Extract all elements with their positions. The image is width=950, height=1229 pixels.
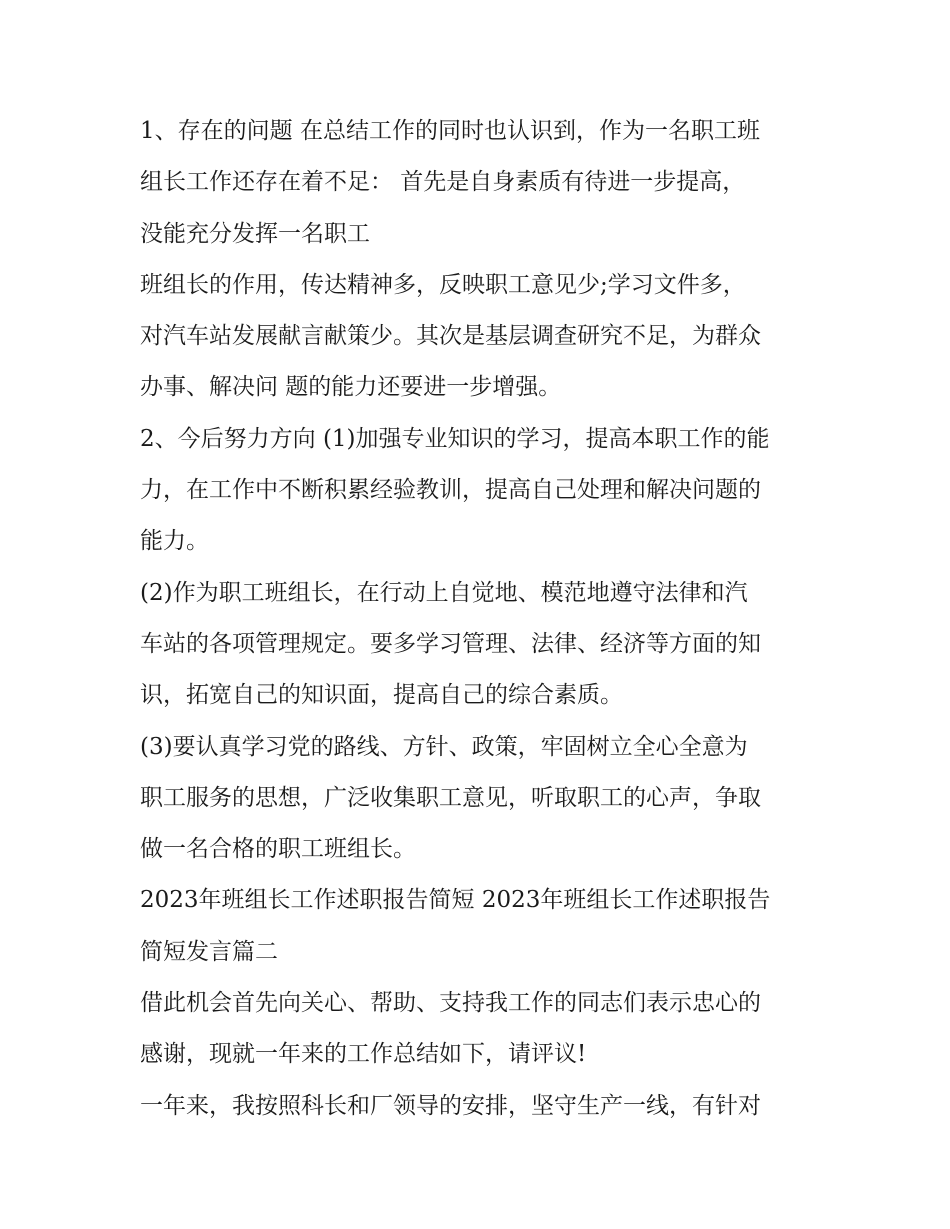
text-line: 班组长的作用，传达精神多，反映职工意见少;学习文件多， [140, 271, 746, 298]
text-line: (2)作为职工班组长，在行动上自觉地、模范地遵守法律和汽 [140, 579, 748, 606]
text-line: 2023年班组长工作述职报告简短 2023年班组长工作述职报告 [140, 887, 771, 914]
text-line: 2、今后努力方向 (1)加强专业知识的学习，提高本职工作的能 [140, 425, 770, 452]
text-line: 借此机会首先向关心、帮助、支持我工作的同志们表示忠心的 [140, 990, 761, 1017]
text-line: (3)要认真学习党的路线、方针、政策，牢固树立全心全意为 [140, 733, 748, 760]
text-line: 职工服务的思想，广泛收集职工意见，听取职工的心声，争取 [140, 784, 761, 811]
text-line: 组长工作还存在着不足： 首先是自身素质有待进一步提高， [140, 169, 746, 196]
text-line: 简短发言篇二 [140, 938, 278, 965]
text-line: 1、存在的问题 在总结工作的同时也认识到，作为一名职工班 [140, 118, 760, 144]
text-line: 办事、解决问 题的能力还要进一步增强。 [140, 374, 562, 401]
text-line: 一年来，我按照科长和厂领导的安排，坚守生产一线，有针对 [140, 1092, 761, 1119]
text-line: 车站的各项管理规定。要多学习管理、法律、经济等方面的知 [140, 630, 761, 657]
text-line: 能力。 [140, 528, 209, 555]
text-line: 没能充分发挥一名职工 [140, 220, 370, 247]
text-line: 力，在工作中不断积累经验教训，提高自己处理和解决问题的 [140, 477, 761, 504]
text-line: 识，拓宽自己的知识面，提高自己的综合素质。 [140, 682, 623, 709]
text-line: 感谢，现就一年来的工作总结如下，请评议! [140, 1041, 587, 1068]
document-body [140, 106, 830, 1132]
text-line: 做一名合格的职工班组长。 [140, 836, 416, 863]
text-line: 对汽车站发展献言献策少。其次是基层调查研究不足，为群众 [140, 323, 761, 350]
